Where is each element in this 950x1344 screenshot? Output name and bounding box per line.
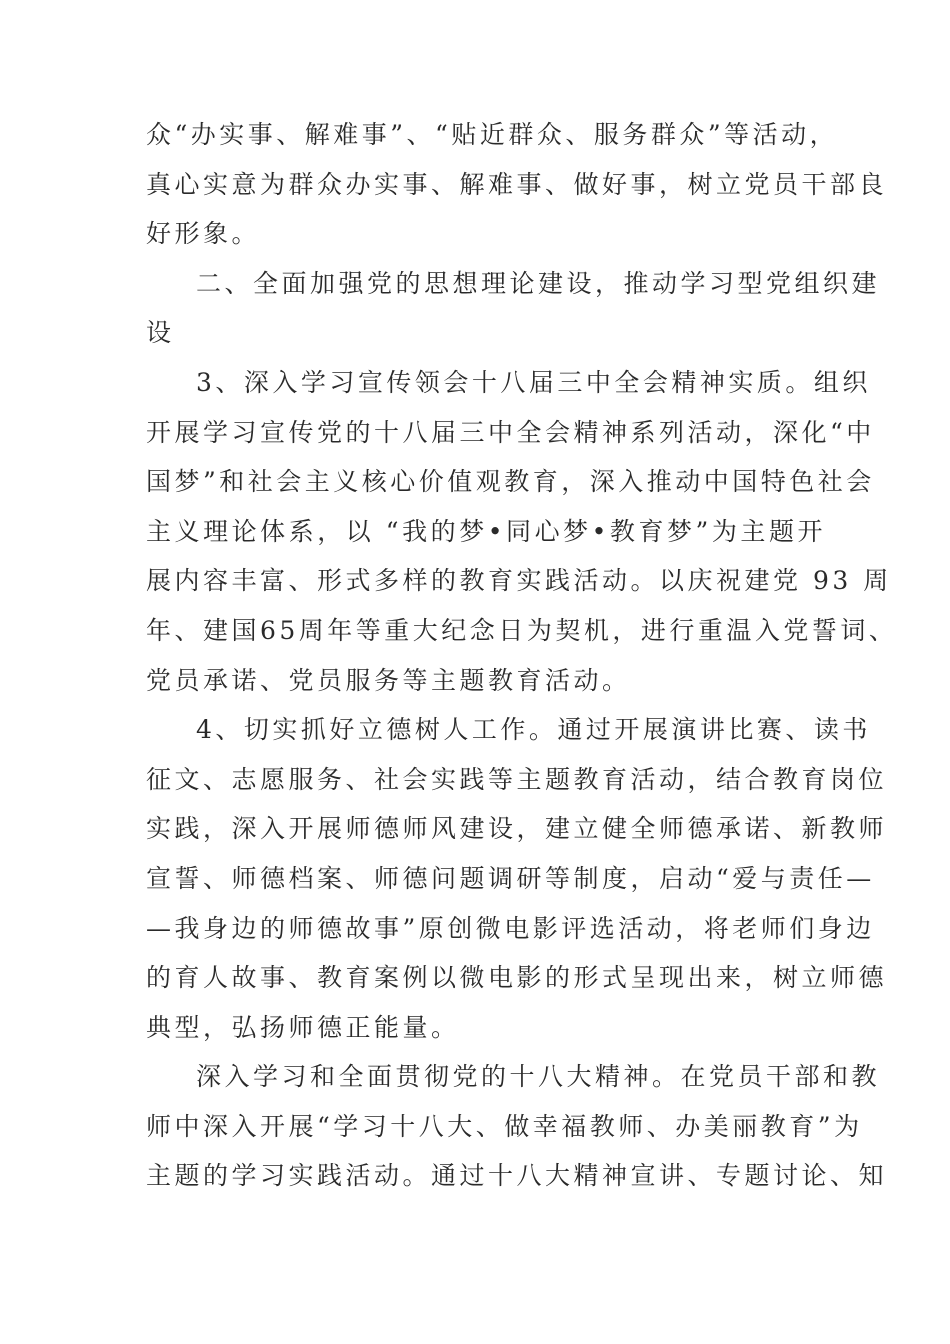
- text-line: 主义理论体系，以 “我的梦•同心梦•教育梦”为主题开: [146, 516, 826, 546]
- paragraph-item-3: [146, 358, 898, 705]
- text-line: 征文、志愿服务、社会实践等主题教育活动，结合教育岗位: [146, 764, 888, 794]
- text-line: 师中深入开展“学习十八大、做幸福教师、办美丽教育”为: [146, 1111, 863, 1141]
- text-line: 典型，弘扬师德正能量。: [146, 1012, 460, 1042]
- paragraph-continued: [146, 110, 888, 259]
- text-line: 3、深入学习宣传领会十八届三中全会精神实质。组织: [196, 367, 871, 397]
- text-line: 好形象。: [146, 219, 261, 249]
- text-line: —我身边的师德故事”原创微电影评选活动，将老师们身边: [146, 913, 875, 943]
- text-line: 国梦”和社会主义核心价值观教育，深入推动中国特色社会: [146, 467, 875, 497]
- text-line: 4、切实抓好立德树人工作。通过开展演讲比赛、读书: [196, 715, 871, 745]
- text-line: 开展学习宣传党的十八届三中全会精神系列活动，深化“中: [146, 417, 875, 447]
- paragraph-eighteenth-congress: [146, 1052, 888, 1201]
- text-line: 实践，深入开展师德师风建设，建立健全师德承诺、新教师: [146, 814, 888, 844]
- text-line: 的育人故事、教育案例以微电影的形式呈现出来，树立师德: [146, 963, 888, 993]
- text-line: 宣誓、师德档案、师德问题调研等制度，启动“爱与责任—: [146, 863, 875, 893]
- text-line: 主题的学习实践活动。通过十八大精神宣讲、专题讨论、知: [146, 1161, 888, 1191]
- text-line: 设: [146, 318, 175, 348]
- text-line: 深入学习和全面贯彻党的十八大精神。在党员干部和教: [196, 1062, 881, 1092]
- text-line: 众“办实事、解难事”、“贴近群众、服务群众”等活动，: [146, 120, 839, 149]
- paragraph-item-4: [146, 705, 888, 1052]
- section-heading-two: [146, 259, 881, 358]
- text-line: 真心实意为群众办实事、解难事、做好事，树立党员干部良: [146, 169, 888, 199]
- text-line: 党员承诺、党员服务等主题教育活动。: [146, 665, 631, 695]
- text-line: 展内容丰富、形式多样的教育实践活动。以庆祝建党 93 周: [146, 566, 892, 596]
- document-body: [146, 110, 898, 1201]
- text-line: 年、建国65周年等重大纪念日为契机，进行重温入党誓词、: [146, 615, 898, 645]
- text-line: 二、全面加强党的思想理论建设，推动学习型党组织建: [196, 268, 881, 298]
